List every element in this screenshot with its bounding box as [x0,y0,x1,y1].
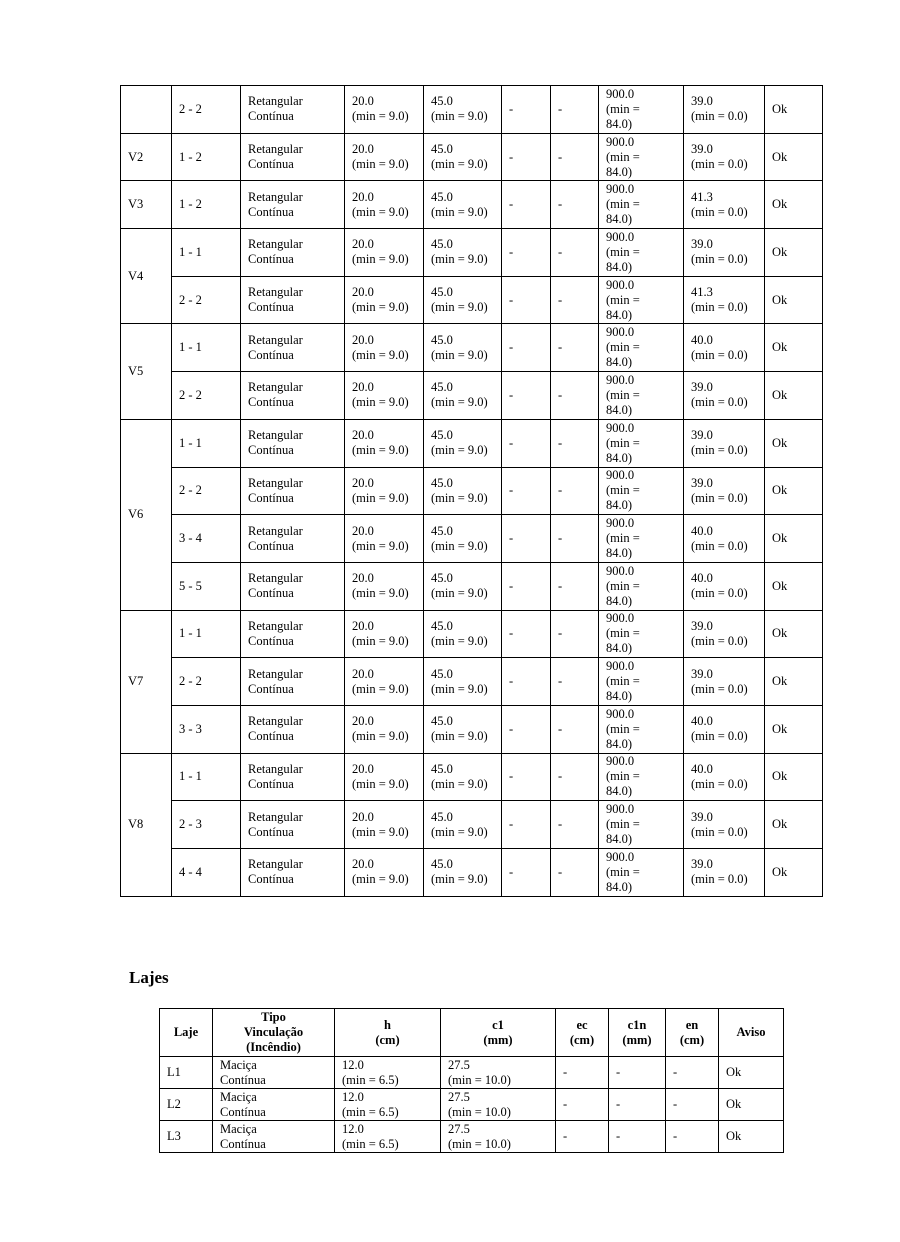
warning-cell: Ok [765,467,823,515]
cover-cell: 39.0 (min = 0.0) [684,849,765,897]
type-cell: Retangular Contínua [241,276,345,324]
slab-cell: - [609,1057,666,1089]
ec-cell: - [502,133,551,181]
span-cell: 1 - 1 [172,229,241,277]
length-cell: 900.0 (min = 84.0) [599,610,684,658]
height-cell: 45.0 (min = 9.0) [424,753,502,801]
slabs-column-header: ec (cm) [556,1009,609,1057]
width-cell: 20.0 (min = 9.0) [345,324,424,372]
type-cell: Retangular Contínua [241,86,345,134]
table-row [121,229,823,277]
span-cell: 4 - 4 [172,849,241,897]
width-cell: 20.0 (min = 9.0) [345,133,424,181]
slab-cell: Maciça Contínua [213,1089,335,1121]
height-cell: 45.0 (min = 9.0) [424,658,502,706]
width-cell: 20.0 (min = 9.0) [345,562,424,610]
ec-cell: - [502,753,551,801]
width-cell: 20.0 (min = 9.0) [345,276,424,324]
length-cell: 900.0 (min = 84.0) [599,658,684,706]
length-cell: 900.0 (min = 84.0) [599,324,684,372]
length-cell: 900.0 (min = 84.0) [599,801,684,849]
width-cell: 20.0 (min = 9.0) [345,181,424,229]
table-row [160,1089,784,1121]
ec-cell: - [502,849,551,897]
width-cell: 20.0 (min = 9.0) [345,705,424,753]
slab-cell: 12.0 (min = 6.5) [335,1121,441,1153]
slabs-column-header: Tipo Vinculação (Incêndio) [213,1009,335,1057]
span-cell: 1 - 1 [172,324,241,372]
width-cell: 20.0 (min = 9.0) [345,86,424,134]
length-cell: 900.0 (min = 84.0) [599,276,684,324]
c1n-cell: - [551,562,599,610]
table-row [121,849,823,897]
table-row [121,562,823,610]
type-cell: Retangular Contínua [241,610,345,658]
slab-cell: L1 [160,1057,213,1089]
c1n-cell: - [551,276,599,324]
warning-cell: Ok [765,515,823,563]
length-cell: 900.0 (min = 84.0) [599,753,684,801]
width-cell: 20.0 (min = 9.0) [345,372,424,420]
length-cell: 900.0 (min = 84.0) [599,181,684,229]
span-cell: 5 - 5 [172,562,241,610]
length-cell: 900.0 (min = 84.0) [599,419,684,467]
cover-cell: 40.0 (min = 0.0) [684,324,765,372]
length-cell: 900.0 (min = 84.0) [599,372,684,420]
slab-cell: - [666,1089,719,1121]
cover-cell: 40.0 (min = 0.0) [684,753,765,801]
height-cell: 45.0 (min = 9.0) [424,705,502,753]
table-row [121,753,823,801]
type-cell: Retangular Contínua [241,705,345,753]
slabs-header-row [160,1009,784,1057]
slab-cell: - [609,1121,666,1153]
type-cell: Retangular Contínua [241,849,345,897]
ec-cell: - [502,372,551,420]
cover-cell: 39.0 (min = 0.0) [684,419,765,467]
slab-cell: - [666,1057,719,1089]
cover-cell: 40.0 (min = 0.0) [684,705,765,753]
cover-cell: 39.0 (min = 0.0) [684,86,765,134]
beam-name-cell: V3 [121,181,172,229]
span-cell: 2 - 2 [172,372,241,420]
c1n-cell: - [551,372,599,420]
type-cell: Retangular Contínua [241,419,345,467]
width-cell: 20.0 (min = 9.0) [345,419,424,467]
table-row [121,324,823,372]
warning-cell: Ok [765,133,823,181]
beam-name-cell: V8 [121,753,172,896]
table-row [121,515,823,563]
c1n-cell: - [551,86,599,134]
slab-cell: 27.5 (min = 10.0) [441,1057,556,1089]
length-cell: 900.0 (min = 84.0) [599,515,684,563]
ec-cell: - [502,801,551,849]
width-cell: 20.0 (min = 9.0) [345,515,424,563]
slabs-table [159,1008,784,1153]
length-cell: 900.0 (min = 84.0) [599,562,684,610]
height-cell: 45.0 (min = 9.0) [424,229,502,277]
height-cell: 45.0 (min = 9.0) [424,181,502,229]
height-cell: 45.0 (min = 9.0) [424,133,502,181]
beam-name-cell: V5 [121,324,172,419]
length-cell: 900.0 (min = 84.0) [599,133,684,181]
warning-cell: Ok [765,372,823,420]
slabs-column-header: en (cm) [666,1009,719,1057]
length-cell: 900.0 (min = 84.0) [599,849,684,897]
span-cell: 2 - 2 [172,276,241,324]
table-row [121,372,823,420]
slabs-column-header: c1 (mm) [441,1009,556,1057]
ec-cell: - [502,658,551,706]
table-row [121,610,823,658]
length-cell: 900.0 (min = 84.0) [599,467,684,515]
warning-cell: Ok [765,181,823,229]
span-cell: 1 - 1 [172,610,241,658]
cover-cell: 40.0 (min = 0.0) [684,515,765,563]
slab-cell: Ok [719,1057,784,1089]
type-cell: Retangular Contínua [241,133,345,181]
slabs-heading: Lajes [129,968,169,987]
width-cell: 20.0 (min = 9.0) [345,467,424,515]
warning-cell: Ok [765,849,823,897]
c1n-cell: - [551,658,599,706]
slab-cell: 12.0 (min = 6.5) [335,1057,441,1089]
span-cell: 3 - 3 [172,705,241,753]
c1n-cell: - [551,610,599,658]
table-row [160,1121,784,1153]
c1n-cell: - [551,753,599,801]
height-cell: 45.0 (min = 9.0) [424,849,502,897]
cover-cell: 39.0 (min = 0.0) [684,372,765,420]
slab-cell: - [666,1121,719,1153]
ec-cell: - [502,229,551,277]
table-row [121,658,823,706]
beams-table [120,85,823,897]
table-row [121,801,823,849]
ec-cell: - [502,705,551,753]
span-cell: 2 - 3 [172,801,241,849]
c1n-cell: - [551,515,599,563]
height-cell: 45.0 (min = 9.0) [424,801,502,849]
ec-cell: - [502,419,551,467]
c1n-cell: - [551,133,599,181]
table-row [121,133,823,181]
type-cell: Retangular Contínua [241,562,345,610]
ec-cell: - [502,276,551,324]
cover-cell: 41.3 (min = 0.0) [684,181,765,229]
warning-cell: Ok [765,753,823,801]
span-cell: 3 - 4 [172,515,241,563]
type-cell: Retangular Contínua [241,229,345,277]
beam-name-cell: V6 [121,419,172,610]
c1n-cell: - [551,181,599,229]
table-row [121,181,823,229]
table-row [121,419,823,467]
slab-cell: Maciça Contínua [213,1057,335,1089]
type-cell: Retangular Contínua [241,753,345,801]
width-cell: 20.0 (min = 9.0) [345,658,424,706]
ec-cell: - [502,181,551,229]
ec-cell: - [502,562,551,610]
slab-cell: Ok [719,1089,784,1121]
span-cell: 1 - 2 [172,181,241,229]
slab-cell: - [556,1121,609,1153]
slab-cell: Maciça Contínua [213,1121,335,1153]
width-cell: 20.0 (min = 9.0) [345,229,424,277]
span-cell: 1 - 1 [172,753,241,801]
height-cell: 45.0 (min = 9.0) [424,276,502,324]
slab-cell: 27.5 (min = 10.0) [441,1089,556,1121]
c1n-cell: - [551,467,599,515]
cover-cell: 39.0 (min = 0.0) [684,229,765,277]
slab-cell: - [556,1089,609,1121]
table-row [121,705,823,753]
type-cell: Retangular Contínua [241,324,345,372]
slab-cell: Ok [719,1121,784,1153]
c1n-cell: - [551,849,599,897]
span-cell: 2 - 2 [172,658,241,706]
type-cell: Retangular Contínua [241,467,345,515]
beam-name-cell: V7 [121,610,172,753]
ec-cell: - [502,610,551,658]
table-row [121,467,823,515]
cover-cell: 41.3 (min = 0.0) [684,276,765,324]
slabs-column-header: Laje [160,1009,213,1057]
ec-cell: - [502,515,551,563]
width-cell: 20.0 (min = 9.0) [345,801,424,849]
height-cell: 45.0 (min = 9.0) [424,419,502,467]
slab-cell: L2 [160,1089,213,1121]
slabs-column-header: c1n (mm) [609,1009,666,1057]
length-cell: 900.0 (min = 84.0) [599,705,684,753]
warning-cell: Ok [765,658,823,706]
warning-cell: Ok [765,610,823,658]
span-cell: 2 - 2 [172,467,241,515]
height-cell: 45.0 (min = 9.0) [424,86,502,134]
slab-cell: - [556,1057,609,1089]
height-cell: 45.0 (min = 9.0) [424,324,502,372]
warning-cell: Ok [765,419,823,467]
warning-cell: Ok [765,229,823,277]
cover-cell: 39.0 (min = 0.0) [684,658,765,706]
beam-name-cell [121,86,172,134]
ec-cell: - [502,324,551,372]
length-cell: 900.0 (min = 84.0) [599,86,684,134]
width-cell: 20.0 (min = 9.0) [345,849,424,897]
type-cell: Retangular Contínua [241,515,345,563]
table-row [160,1057,784,1089]
cover-cell: 39.0 (min = 0.0) [684,801,765,849]
c1n-cell: - [551,705,599,753]
slabs-column-header: h (cm) [335,1009,441,1057]
c1n-cell: - [551,229,599,277]
height-cell: 45.0 (min = 9.0) [424,467,502,515]
c1n-cell: - [551,801,599,849]
type-cell: Retangular Contínua [241,658,345,706]
table-row [121,86,823,134]
height-cell: 45.0 (min = 9.0) [424,610,502,658]
ec-cell: - [502,467,551,515]
c1n-cell: - [551,324,599,372]
span-cell: 1 - 1 [172,419,241,467]
height-cell: 45.0 (min = 9.0) [424,372,502,420]
width-cell: 20.0 (min = 9.0) [345,610,424,658]
slab-cell: L3 [160,1121,213,1153]
warning-cell: Ok [765,801,823,849]
cover-cell: 39.0 (min = 0.0) [684,133,765,181]
ec-cell: - [502,86,551,134]
height-cell: 45.0 (min = 9.0) [424,562,502,610]
length-cell: 900.0 (min = 84.0) [599,229,684,277]
type-cell: Retangular Contínua [241,372,345,420]
slab-cell: 12.0 (min = 6.5) [335,1089,441,1121]
slabs-column-header: Aviso [719,1009,784,1057]
c1n-cell: - [551,419,599,467]
warning-cell: Ok [765,562,823,610]
warning-cell: Ok [765,324,823,372]
warning-cell: Ok [765,276,823,324]
cover-cell: 39.0 (min = 0.0) [684,467,765,515]
span-cell: 1 - 2 [172,133,241,181]
slab-cell: 27.5 (min = 10.0) [441,1121,556,1153]
cover-cell: 40.0 (min = 0.0) [684,562,765,610]
type-cell: Retangular Contínua [241,181,345,229]
beam-name-cell: V2 [121,133,172,181]
beam-name-cell: V4 [121,229,172,324]
warning-cell: Ok [765,705,823,753]
warning-cell: Ok [765,86,823,134]
table-row [121,276,823,324]
cover-cell: 39.0 (min = 0.0) [684,610,765,658]
span-cell: 2 - 2 [172,86,241,134]
slab-cell: - [609,1089,666,1121]
width-cell: 20.0 (min = 9.0) [345,753,424,801]
type-cell: Retangular Contínua [241,801,345,849]
height-cell: 45.0 (min = 9.0) [424,515,502,563]
